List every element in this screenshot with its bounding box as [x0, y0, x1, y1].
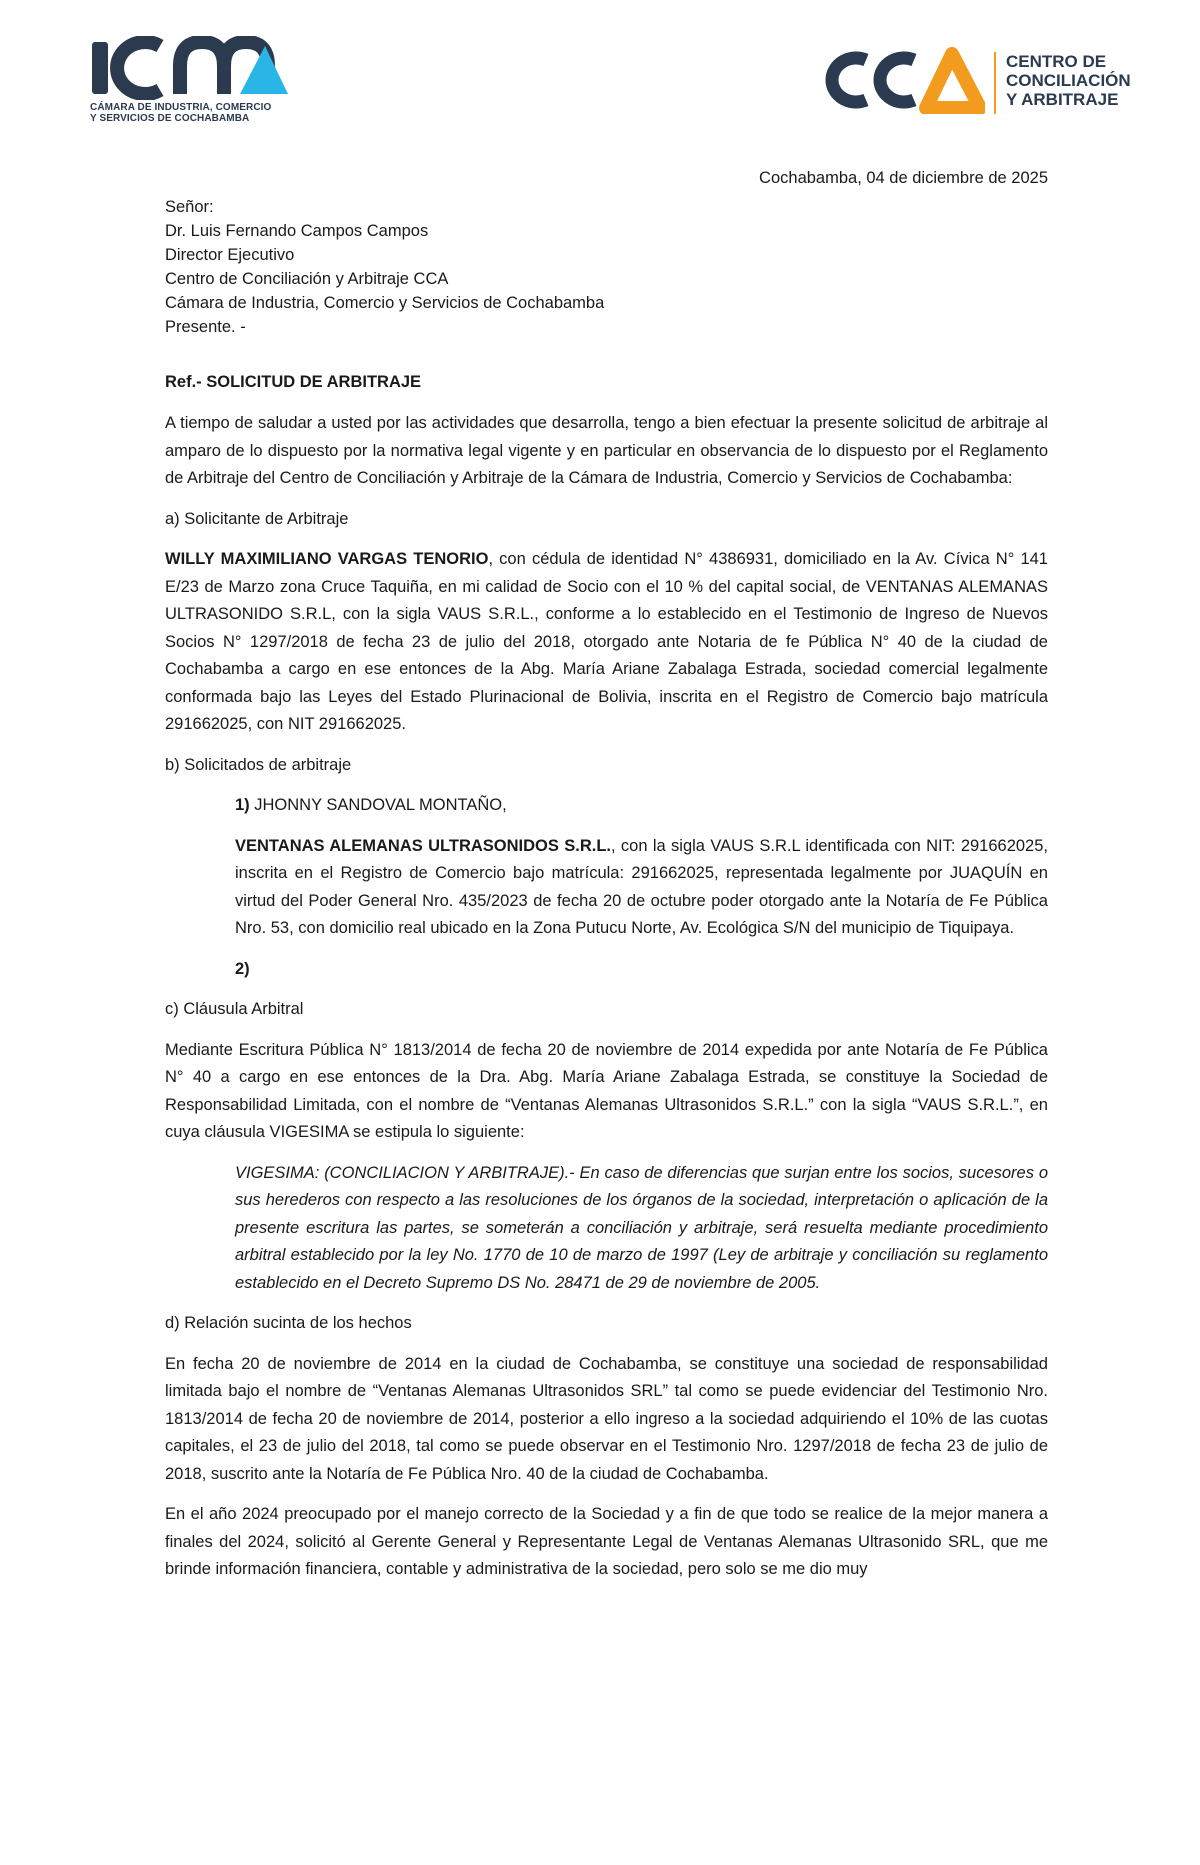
- clause-quote: VIGESIMA: (CONCILIACION Y ARBITRAJE).- En caso de diferencias que surjan entre los socios, sucesores o sus herederos con respecto a las resoluciones de los órganos de la sociedad, interpretación o aplicación de la presente escritura las partes, se someterán a conciliación y arbitraje, será resuelta mediante procedimiento arbitral establecido por la ley No. 1770 de 10 de marzo de 1997 (Ley de arbitraje y conciliación su reglamento establecido en el Decreto Supremo DS No. 28471 de 29 de noviembre de 2005.: [235, 1163, 1048, 1292]
- respondent-company-details: , con la sigla VAUS S.R.L identificada con NIT: 291662025, inscrita en el Registro de Comercio bajo matrícula: 291662025, representada legalmente por JUAQUÍN en virtud del Poder General Nro. 435/2023 de fecha 20 de octubre poder otorgado ante la Notaría de Fe Pública Nro. 53, con domicilio real ubicado en la Zona Putucu Norte, Av. Ecológica S/N del municipio de Tiquipaya.: [235, 836, 1048, 937]
- clause-intro-paragraph: Mediante Escritura Pública N° 1813/2014 de fecha 20 de noviembre de 2014 expedida por ante Notaría de Fe Pública N° 40 a cargo en ese entonces de la Dra. Abg. María Ariane Zabalaga Estrada, se constituye la Sociedad de Responsabilidad Limitada, con el nombre de “Ventanas Alemanas Ultrasonidos S.R.L.” con la sigla “VAUS S.R.L.”, en cuya cláusula VIGESIMA se estipula lo siguiente:: [165, 1040, 1048, 1141]
- respondent-1: [235, 792, 1048, 820]
- address-line: Dr. Luis Fernando Campos Campos: [165, 221, 429, 240]
- facts-paragraph-2: En el año 2024 preocupado por el manejo correcto de la Sociedad y a fin de que todo se realice de la mejor manera a finales del 2024, solicitó al Gerente General y Representante Legal de Ventanas Alemanas Ultrasonido SRL, que me brinde información financiera, contable y administrativa de la sociedad, pero solo se me dio muy: [165, 1505, 1048, 1578]
- cca-line2: CONCILIACIÓN: [1006, 71, 1131, 90]
- intro-paragraph: A tiempo de saludar a usted por las actividades que desarrolla, tengo a bien efectuar la presente solicitud de arbitraje al amparo de lo dispuesto por la normativa legal vigente y en particular en observancia de lo dispuesto por el Reglamento de Arbitraje del Centro de Conciliación y Arbitraje de la Cámara de Industria, Comercio y Servicios de Cochabamba:: [165, 414, 1048, 487]
- applicant-name: WILLY MAXIMILIANO VARGAS TENORIO: [165, 550, 489, 568]
- applicant-details: , con cédula de identidad N° 4386931, domiciliado en la Av. Cívica N° 141 E/23 de Marzo zona Cruce Taquiña, en mi calidad de Socio con el 10 % del capital social, de VENTANAS ALEMANAS ULTRASONIDO S.R.L, con la sigla VAUS S.R.L., conforme a lo establecido en el Testimonio de Ingreso de Nuevos Socios N° 1297/2018 de fecha 23 de julio del 2018, otorgado ante Notaria de fe Pública N° 40 de la ciudad de Cochabamba a cargo en ese entonces de la Abg. María Ariane Zabalaga Estrada, sociedad comercial legalmente conformada bajo las Leyes del Estado Plurinacional de Bolivia, inscrita en el Registro de Comercio bajo matrícula 291662025, con NIT 291662025.: [165, 550, 1048, 733]
- letter-date: Cochabamba, 04 de diciembre de 2025: [759, 169, 1048, 187]
- cca-logo: [820, 46, 1130, 126]
- address-line: Presente. -: [165, 317, 246, 336]
- cca-logo-divider: [994, 52, 996, 114]
- cca-logo-mark: [820, 46, 985, 114]
- icam-caption-line2: Y SERVICIOS DE COCHABAMBA: [90, 113, 250, 124]
- section-a-heading: a) Solicitante de Arbitraje: [165, 509, 349, 528]
- respondent-company-name: VENTANAS ALEMANAS ULTRASONIDOS S.R.L.: [235, 836, 611, 855]
- recipient-address: [165, 195, 1048, 339]
- address-line: Director Ejecutivo: [165, 245, 295, 264]
- facts-paragraph-1: En fecha 20 de noviembre de 2014 en la ciudad de Cochabamba, se constituye una sociedad de responsabilidad limitada bajo el nombre de “Ventanas Alemanas Ultrasonidos SRL” tal como se puede evidenciar del Testimonio Nro. 1813/2014 de fecha 20 de noviembre de 2014, posterior a ello ingreso a la sociedad adquiriendo el 10% de las cuotas capitales, el 23 de julio del 2018, tal como se puede observar en el Testimonio Nro. 1297/2018 de fecha 23 de julio de 2018, suscrito ante la Notaría de Fe Pública Nro. 40 de la ciudad de Cochabamba.: [165, 1354, 1048, 1483]
- respondent-company-paragraph: [235, 833, 1048, 943]
- section-c-heading: c) Cláusula Arbitral: [165, 1000, 304, 1018]
- address-line: Señor:: [165, 197, 214, 216]
- icam-logo-mark: [90, 36, 290, 100]
- respondent-2: [235, 956, 1048, 984]
- icam-logo-caption: [90, 102, 271, 124]
- cca-logo-text: [1006, 52, 1131, 109]
- applicant-paragraph: [165, 546, 1048, 739]
- respondent-2-number: 2): [235, 959, 250, 978]
- letter-body: [165, 165, 1048, 1584]
- section-b-heading: b) Solicitados de arbitraje: [165, 755, 352, 774]
- cca-line1: CENTRO DE: [1006, 52, 1107, 71]
- address-line: Cámara de Industria, Comercio y Servicios de Cochabamba: [165, 293, 605, 312]
- icam-logo: [90, 36, 300, 136]
- icam-caption-line1: CÁMARA DE INDUSTRIA, COMERCIO: [90, 102, 272, 113]
- address-line: Centro de Conciliación y Arbitraje CCA: [165, 269, 449, 288]
- section-d-heading: d) Relación sucinta de los hechos: [165, 1314, 412, 1332]
- reference-line: Ref.- SOLICITUD DE ARBITRAJE: [165, 372, 422, 391]
- respondent-1-number: 1): [235, 796, 250, 814]
- cca-line3: Y ARBITRAJE: [1006, 90, 1119, 109]
- respondent-1-name: JHONNY SANDOVAL MONTAÑO,: [249, 796, 507, 814]
